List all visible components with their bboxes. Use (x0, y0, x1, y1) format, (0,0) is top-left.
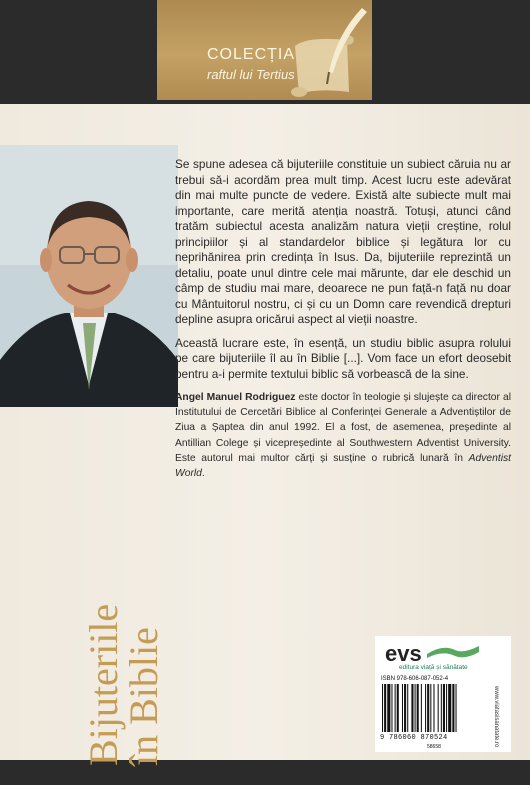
publisher-tagline: editura viață și sănătate (399, 664, 468, 671)
barcode (380, 684, 496, 732)
barcode-digits: 9 786060 870524 (380, 734, 448, 742)
barcode-bar (417, 684, 419, 732)
barcode-bar (391, 684, 392, 732)
barcode-bar (407, 684, 408, 732)
blurb (175, 157, 511, 489)
barcode-bar (387, 684, 390, 732)
blurb-paragraph-2: Această lucrare este, în esență, un studiu biblic asupra rolului pe care bijuteriile îl au în Biblie [...]. Vom face un efort deosebit pentru a-i permite textului biblic să vorbească de la sine. (175, 335, 511, 381)
barcode-bar (421, 684, 422, 732)
blurb-paragraph-1: Se spune adesea că bijuteriile constituie un subiect căruia nu ar trebui să-i acordăm prea mult timp. Acest lucru este adevărat din mai multe puncte de vedere. Există alte subiecte mult mai importante, care merită atenția noastră. Totuși, atunci când tratăm subiectul acesta analizăm natura vieții creștine, rolul principiilor și al standardelor biblice și legătura lor cu neprihănirea prin credința în Isus. Da, bijuteriile reprezintă un detaliu, poate unul dintre cele mai mărunte, dar ele deschid un câmp de studiu mai mare, deoarece ne pun față-n față nu doar cu Mântuitorul nostru, ci și cu un Domn care revendică drepturi depline asupra oricărui aspect al vieții noastre. (175, 157, 511, 326)
bottom-band (0, 760, 530, 785)
title-line-1: Bijuteriile (81, 603, 126, 766)
price-code: 58658 (427, 744, 441, 750)
barcode-bar (446, 684, 447, 732)
collection-label: COLECȚIA (207, 46, 296, 63)
author-bio (175, 390, 511, 481)
barcode-bar (438, 684, 439, 732)
barcode-bar (452, 684, 454, 732)
barcode-bar (404, 684, 406, 732)
barcode-bar (427, 684, 429, 732)
barcode-bar (395, 684, 396, 732)
magazine-name: Adventist World (175, 452, 511, 480)
barcode-bar (456, 684, 457, 732)
collection-badge (157, 0, 372, 100)
barcode-bar (443, 684, 445, 732)
book-title-vertical (81, 603, 166, 766)
barcode-panel (375, 636, 511, 752)
title-line-2: în Biblie (121, 627, 166, 766)
author-photo (0, 145, 178, 407)
barcode-bar (433, 684, 434, 732)
barcode-bar (397, 684, 399, 732)
barcode-bar (448, 684, 451, 732)
barcode-bar (430, 684, 431, 732)
barcode-bar (384, 684, 386, 732)
publisher-website: www.viatasisanatate.ro (493, 686, 499, 748)
collection-series-name: raftul lui Tertius (207, 67, 295, 82)
barcode-bar (411, 684, 413, 732)
author-name: Angel Manuel Rodriguez (175, 392, 296, 403)
bio-end: . (201, 468, 205, 480)
barcode-bar (425, 684, 426, 732)
bio-text: este doctor în teologie și slujește ca director al Institutului de Cercetări Biblice al Conferinței Generale a Adventiștilor de Ziua a Șaptea din anul 1992. El a fost, de asemenea, președinte al Antillian Colege și vicepreședinte al Southwestern Adventist University. Este autorul mai multor cărți și susține o rubrică lunară în (175, 392, 511, 464)
barcode-bar (441, 684, 442, 732)
barcode-bar (402, 684, 403, 732)
svg-text:evs: evs (385, 641, 422, 666)
evs-logo-icon (383, 640, 483, 666)
isbn-number: ISBN 978-606-087-052-4 (381, 676, 449, 682)
barcode-bar (415, 684, 416, 732)
barcode-bar (382, 684, 383, 732)
